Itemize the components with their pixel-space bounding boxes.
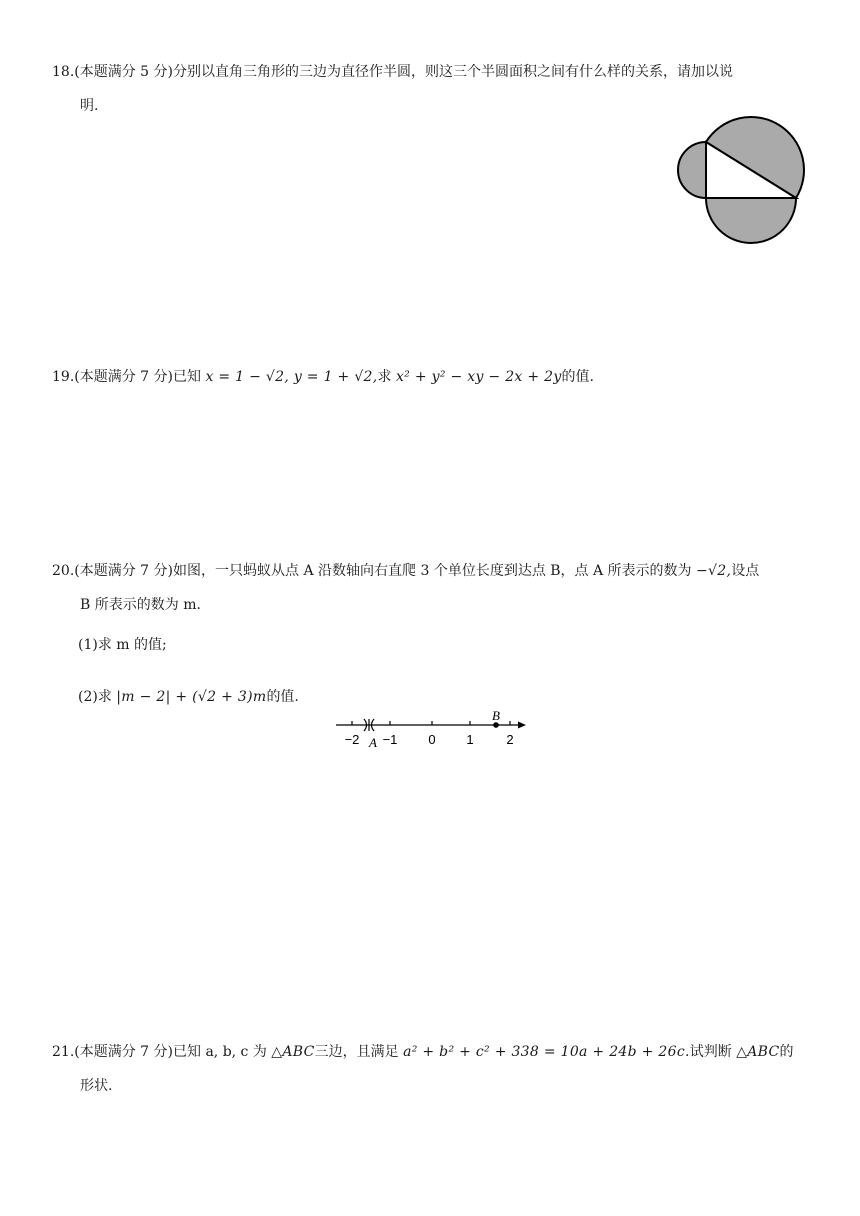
q18-text-line2: 明.: [80, 98, 99, 114]
q18-text-line1: 18.(本题满分 5 分)分别以直角三角形的三边为直径作半圆，则这三个半圆面积之间有什么样的关系，请加以说: [52, 64, 733, 80]
q20-part2-prefix: (2)求: [78, 689, 117, 705]
tick-label-0: 0: [428, 732, 436, 747]
q21-mid2: 试判断: [689, 1044, 737, 1060]
q21-prefix: 21.(本题满分 7 分)已知 a, b, c 为: [52, 1044, 272, 1060]
q19-given-expression: x = 1 − √2, y = 1 + √2,: [205, 369, 378, 385]
q19-target-expression: x² + y² − xy − 2x + 2y: [395, 369, 562, 385]
q21-text-line2: 形状.: [80, 1078, 113, 1094]
semicircle-small: [678, 142, 706, 198]
q21-suffix: 的: [779, 1044, 794, 1060]
q20-text-line2: B 所表示的数为 m.: [80, 597, 201, 613]
question-20: [52, 554, 812, 622]
q21-mid1: 三边，且满足: [314, 1044, 404, 1060]
q20-part2-suffix: 的值.: [266, 689, 299, 705]
point-a-label: A: [369, 735, 377, 748]
q19-mid: 求: [377, 369, 396, 385]
tick-label-neg1: −1: [382, 732, 398, 747]
number-line: [332, 708, 532, 748]
number-line-arrow: [518, 722, 526, 729]
q20-suffix: 设点: [731, 563, 760, 579]
point-b-marker: [493, 722, 499, 728]
q20-part2-expression: |m − 2| + (√2 + 3)m: [116, 689, 267, 705]
q19-prefix: 19.(本题满分 7 分)已知: [52, 369, 206, 385]
q21-triangle-1: △ABC: [271, 1044, 315, 1060]
q19-suffix: 的值.: [561, 369, 594, 385]
point-b-label: B: [492, 708, 500, 723]
semicircle-bottom: [706, 198, 796, 243]
q20-point-a-value: −√2,: [696, 563, 732, 579]
q20-prefix: 20.(本题满分 7 分)如图，一只蚂蚁从点 A 沿数轴向右直爬 3 个单位长度到达点 B，点 A 所表示的数为: [52, 563, 697, 579]
tick-label-2: 2: [506, 732, 514, 747]
tick-label-neg2: −2: [344, 732, 360, 747]
q21-triangle-2: △ABC: [736, 1044, 780, 1060]
q20-part-2: [78, 682, 299, 712]
q21-equation: a² + b² + c² + 338 = 10a + 24b + 26c.: [403, 1044, 690, 1060]
question-21: [52, 1035, 812, 1103]
tick-label-1: 1: [466, 732, 474, 747]
semicircles-figure: [672, 112, 812, 252]
question-19: [52, 360, 812, 394]
q20-part-1: (1)求 m 的值;: [78, 637, 167, 653]
